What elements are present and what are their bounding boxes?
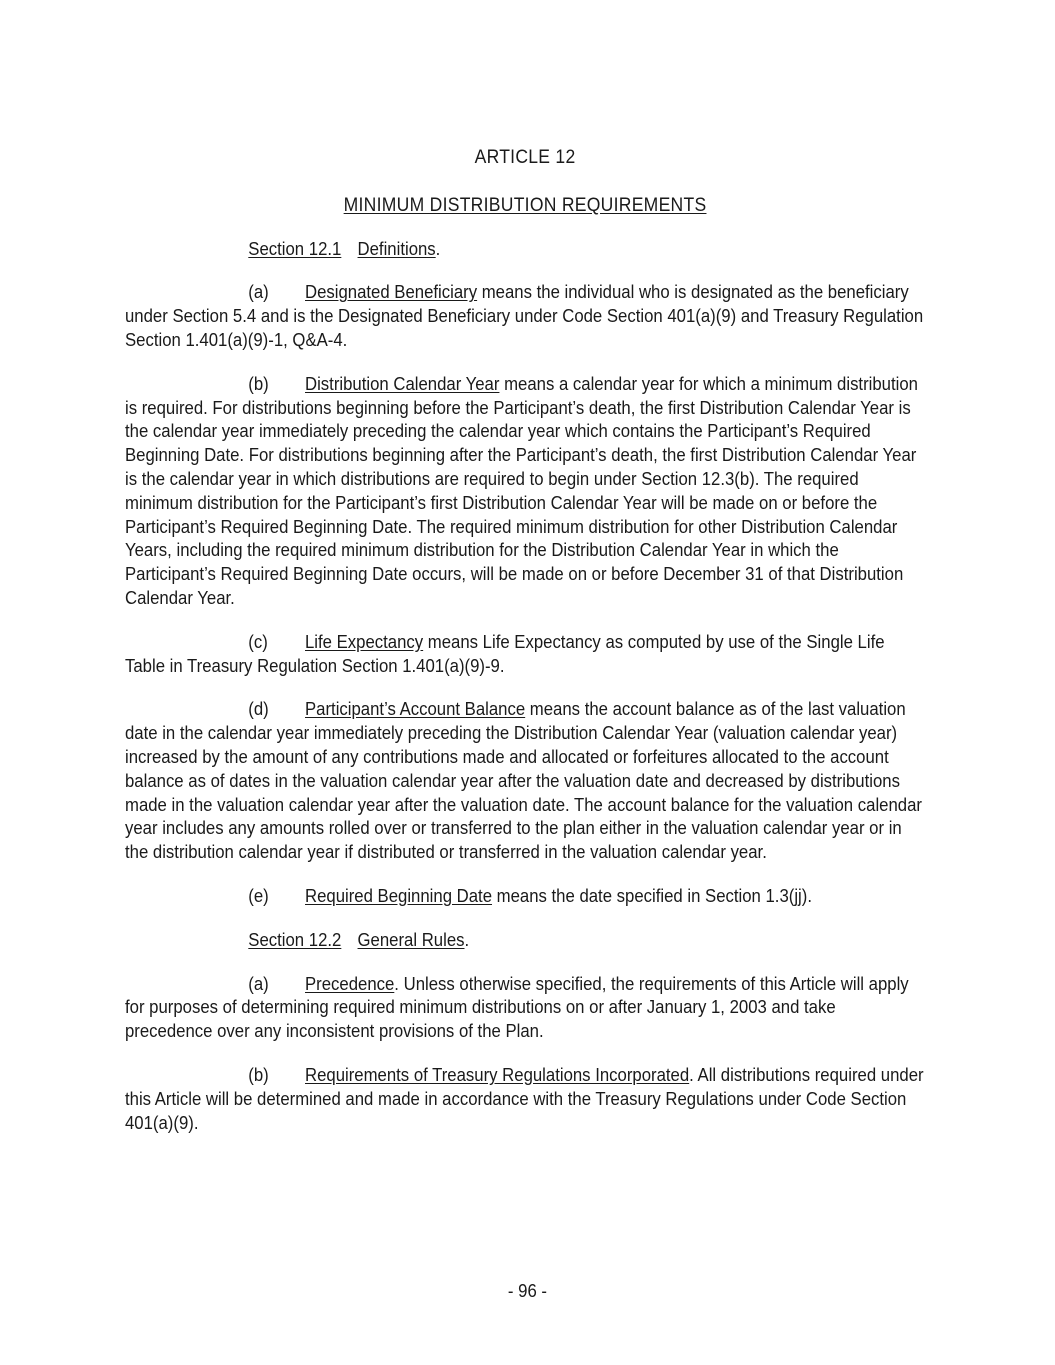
definition-d-label: (d) <box>248 698 269 720</box>
section-12-1-punct: . <box>435 237 441 259</box>
article-heading: ARTICLE 12 <box>474 146 576 168</box>
section-12-2-punct: . <box>464 928 470 950</box>
definition-e-label: (e) <box>248 884 269 906</box>
article-title-text: MINIMUM DISTRIBUTION REQUIREMENTS <box>343 193 707 216</box>
definition-d <box>125 697 925 864</box>
definition-b-label: (b) <box>248 372 269 394</box>
section-12-1-title: Definitions <box>357 237 436 259</box>
definition-b <box>125 372 925 610</box>
rule-b-text: . All distributions required under this Article will be determined and made in accordance with the Treasury Regulations under Code Section 401(a)(9). <box>125 1063 924 1133</box>
article-title <box>125 194 925 218</box>
definition-a-label: (a) <box>248 281 269 303</box>
rule-b-term: Requirements of Treasury Regulations Incorporated <box>305 1063 690 1085</box>
definition-a <box>125 280 925 351</box>
definition-e <box>125 884 925 908</box>
rule-a <box>125 972 925 1043</box>
definition-b-term: Distribution Calendar Year <box>305 372 500 394</box>
definition-c-term: Life Expectancy <box>305 630 424 652</box>
definition-e-text: means the date specified in Section 1.3(jj). <box>492 884 812 906</box>
section-12-2-title: General Rules <box>357 928 465 950</box>
rule-a-text: . Unless otherwise specified, the requirements of this Article will apply for purposes of determining required minimum distributions on or after January 1, 2003 and take precedence over any inconsistent provisions of the Plan. <box>125 972 909 1042</box>
rule-b <box>125 1063 925 1134</box>
definition-d-term: Participant’s Account Balance <box>305 698 526 720</box>
definition-c-text: means Life Expectancy as computed by use of the Single Life Table in Treasury Regulation Section 1.401(a)(9)-9. <box>125 630 885 676</box>
section-12-1-heading <box>125 237 925 261</box>
definition-a-text: means the individual who is designated as the beneficiary under Section 5.4 and is the Designated Beneficiary under Code Section 401(a)(9) and Treasury Regulation Section 1.401(a)(9)-1, Q&A-4. <box>125 281 924 350</box>
definition-d-text: means the account balance as of the last valuation date in the calendar year immediately preceding the Distribution Calendar Year (valuation calendar year) increased by the amount of any contributions made and allocated or forfeitures allocated to the account balance as of dates in the valuation calendar year after the valuation date and decreased by distributions made in the valuation calendar year after the valuation date. The account balance for the valuation calendar year includes any amounts rolled over or transferred to the plan either in the valuation calendar year or in the distribution calendar year if distributed or transferred in the valuation calendar year. <box>125 698 922 863</box>
definition-c <box>125 630 925 678</box>
section-12-1-number: Section 12.1 <box>248 237 342 259</box>
definition-a-term: Designated Beneficiary <box>305 281 478 303</box>
document-body <box>125 146 925 1154</box>
page-number: - 96 - <box>507 1280 547 1301</box>
section-12-2-heading <box>125 928 925 952</box>
definition-e-term: Required Beginning Date <box>305 884 493 906</box>
rule-a-term: Precedence <box>305 972 395 994</box>
section-12-2-number: Section 12.2 <box>248 928 342 950</box>
definition-b-text: means a calendar year for which a minimum distribution is required. For distributions beginning before the Participant’s death, the first Distribution Calendar Year is the calendar year immediately preceding the calendar year which contains the Participant’s Required Beginning Date. For distributions beginning after the Participant’s death, the first Distribution Calendar Year is the calendar year in which distributions are required to begin under Section 12.3(b). The required minimum distribution for the Participant’s first Distribution Calendar Year will be made on or before the Participant’s Required Beginning Date. The required minimum distribution for other Distribution Calendar Years, including the required minimum distribution for the Distribution Calendar Year in which the Participant’s Required Beginning Date occurs, will be made on or before December 31 of that Distribution Calendar Year. <box>125 372 918 608</box>
rule-b-label: (b) <box>248 1063 269 1085</box>
definition-c-label: (c) <box>248 630 268 652</box>
rule-a-label: (a) <box>248 972 269 994</box>
